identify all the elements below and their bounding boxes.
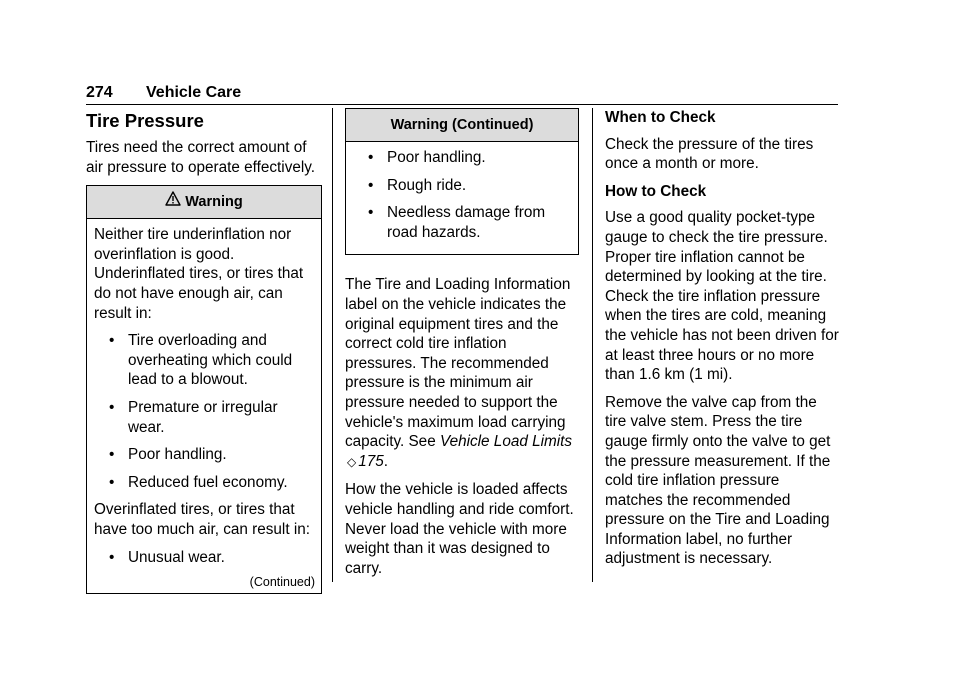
sentence-period: . — [383, 452, 389, 470]
warning-triangle-icon — [165, 186, 181, 218]
list-item — [353, 203, 572, 242]
list-item — [94, 445, 315, 465]
warning-heading-text: Warning — [185, 194, 243, 211]
column-divider — [592, 108, 593, 582]
how-to-check-text: Use a good quality pocket-type gauge to check the tire pressure. Proper tire inflation cannot be determined by looking at the tire. Check the tire inflation pressure when the tires are cold, meaning the vehicle has not been driven for at least three hours or no more than 1.6 km (1 mi). — [605, 209, 839, 384]
list-item — [94, 398, 315, 437]
warning-text: Neither tire underinflation nor overinflation is good. Underinflated tires, or tires that do not have enough air, can result in: — [94, 226, 304, 322]
warning-box-continued — [345, 108, 579, 255]
page-ref-number[interactable]: 175 — [358, 452, 384, 470]
list-item-text: Reduced fuel economy. — [128, 473, 288, 491]
list-item — [94, 548, 315, 568]
continued-note: (Continued) — [249, 575, 315, 590]
bullet-dot: • — [368, 149, 374, 166]
warning-heading — [87, 186, 321, 219]
bullet-dot: • — [368, 204, 374, 222]
warning-text: Overinflated tires, or tires that have too much air, can result in: — [94, 501, 310, 538]
page-title: Tire Pressure — [86, 110, 204, 131]
list-item-text: Tire overloading and overheating which could lead to a blowout. — [128, 332, 293, 389]
warning-body — [346, 142, 578, 254]
list-item-text: Rough ride. — [387, 176, 467, 194]
list-item — [353, 176, 572, 196]
bullet-dot: • — [109, 473, 115, 491]
page-number: 274 — [86, 84, 113, 101]
list-item-text: Unusual wear. — [128, 548, 225, 566]
list-item — [94, 331, 315, 390]
bullet-dot: • — [109, 548, 115, 566]
label-paragraph-text: The Tire and Loading Information label on the vehicle indicates the original equipment tires and the correct cold tire inflation pressures. The recommended pressure is the minimum air pressure needed to support the vehicle's maximum load carrying capacity. See — [345, 276, 571, 451]
column-2 — [345, 108, 579, 586]
list-item-text: Poor handling. — [387, 149, 486, 166]
how-to-check-text-2: Remove the valve cap from the tire valve stem. Press the tire gauge firmly onto the valve to get the pressure measurement. If the cold tire inflation pressure matches the recommended pressure on the Tire and Loading Information label, no further adjustment is necessary. — [605, 393, 831, 568]
warning-heading: Warning (Continued) — [346, 109, 578, 142]
column-divider — [332, 108, 333, 582]
page-ref-icon: ◇ — [347, 454, 357, 469]
how-to-check-heading: How to Check — [605, 182, 707, 200]
list-item-text: Needless damage from road hazards. — [387, 204, 546, 241]
warning-box — [86, 185, 322, 594]
section-title: Vehicle Care — [146, 84, 242, 101]
column-1 — [86, 108, 322, 608]
bullet-dot: • — [368, 176, 374, 194]
bullet-dot: • — [109, 446, 115, 464]
list-item-text: Poor handling. — [128, 446, 227, 464]
loading-paragraph: How the vehicle is loaded affects vehicle handling and ride comfort. Never load the vehicle with more weight than it was designed to carry. — [345, 481, 574, 577]
list-item — [353, 148, 572, 168]
when-to-check-heading: When to Check — [605, 109, 716, 126]
bullet-dot: • — [109, 398, 115, 416]
list-item-text: Premature or irregular wear. — [128, 398, 278, 436]
label-paragraph — [345, 275, 579, 472]
page-header — [86, 84, 838, 105]
vehicle-load-limits-link[interactable]: Vehicle Load Limits — [439, 433, 573, 451]
intro-paragraph: Tires need the correct amount of air pressure to operate effectively. — [86, 139, 316, 176]
column-3 — [605, 108, 841, 577]
warning-body — [87, 219, 321, 593]
list-item — [94, 473, 315, 493]
when-to-check-text: Check the pressure of the tires once a month or more. — [605, 135, 814, 173]
bullet-dot: • — [109, 332, 115, 350]
